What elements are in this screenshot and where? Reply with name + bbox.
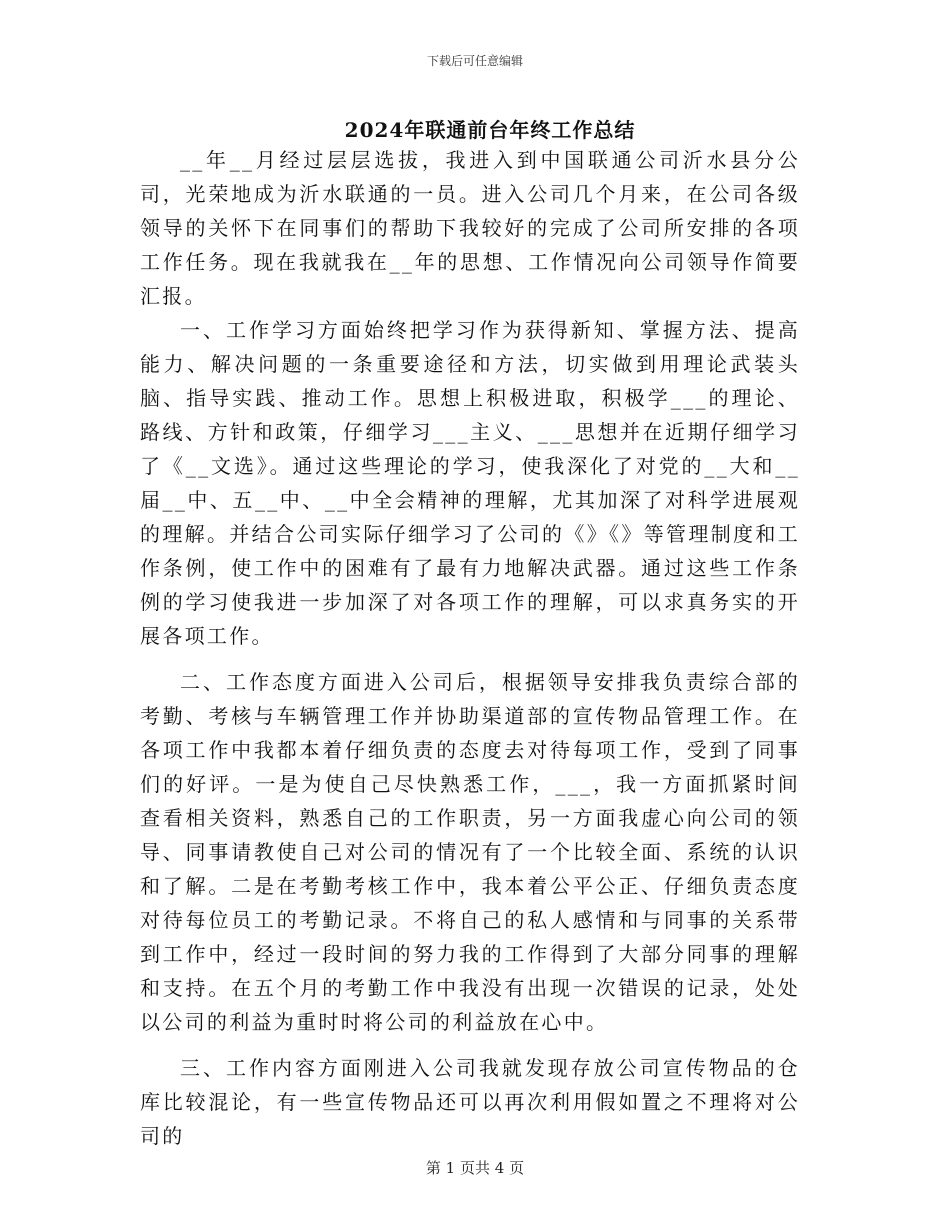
document-title: 2024年联通前台年终工作总结 [344,118,636,142]
page-number: 第 1 页共 4 页 [425,1159,525,1177]
document-body [140,143,800,1153]
paragraph-content: 三、工作内容方面刚进入公司我就发现存放公司宣传物品的仓库比较混论，有一些宣传物品还可以再次利用假如置之不理将对公司的 [140,1056,800,1148]
paragraph-intro: __年__月经过层层选拔，我进入到中国联通公司沂水县分公司，光荣地成为沂水联通的一员。进入公司几个月来，在公司各级领导的关怀下在同事们的帮助下我较好的完成了公司所安排的各项工作任务。现在我就我在__年的思想、工作情况向公司领导作简要汇报。 [140,148,800,308]
paragraph-attitude: 二、工作态度方面进入公司后，根据领导安排我负责综合部的考勤、考核与车辆管理工作并协助渠道部的宣传物品管理工作。在各项工作中我都本着仔细负责的态度去对待每项工作，受到了同事们的好评。一是为使自己尽快熟悉工作，___，我一方面抓紧时间查看相关资料，熟悉自己的工作职责，另一方面我虚心向公司的领导、同事请教使自己对公司的情况有了一个比较全面、系统的认识和了解。二是在考勤考核工作中，我本着公平公正、仔细负责态度对待每位员工的考勤记录。不将自己的私人感情和与同事的关系带到工作中，经过一段时间的努力我的工作得到了大部分同事的理解和支持。在五个月的考勤工作中我没有出现一次错误的记录，处处以公司的利益为重时时将公司的利益放在心中。 [140,670,800,1034]
page-header-note: 下载后可任意编辑 [426,54,523,68]
paragraph-study: 一、工作学习方面始终把学习作为获得新知、掌握方法、提高能力、解决问题的一条重要途径和方法，切实做到用理论武装头脑、指导实践、推动工作。思想上积极进取，积极学___的理论、路线、方针和政策，仔细学习___主义、___思想并在近期仔细学习了《__文选》。通过这些理论的学习，使我深化了对党的__大和__届__中、五__中、__中全会精神的理解，尤其加深了对科学进展观的理解。并结合公司实际仔细学习了公司的《》《》等管理制度和工作条例，使工作中的困难有了最有力地解决武器。通过这些工作条例的学习使我进一步加深了对各项工作的理解，可以求真务实的开展各项工作。 [140,318,800,648]
